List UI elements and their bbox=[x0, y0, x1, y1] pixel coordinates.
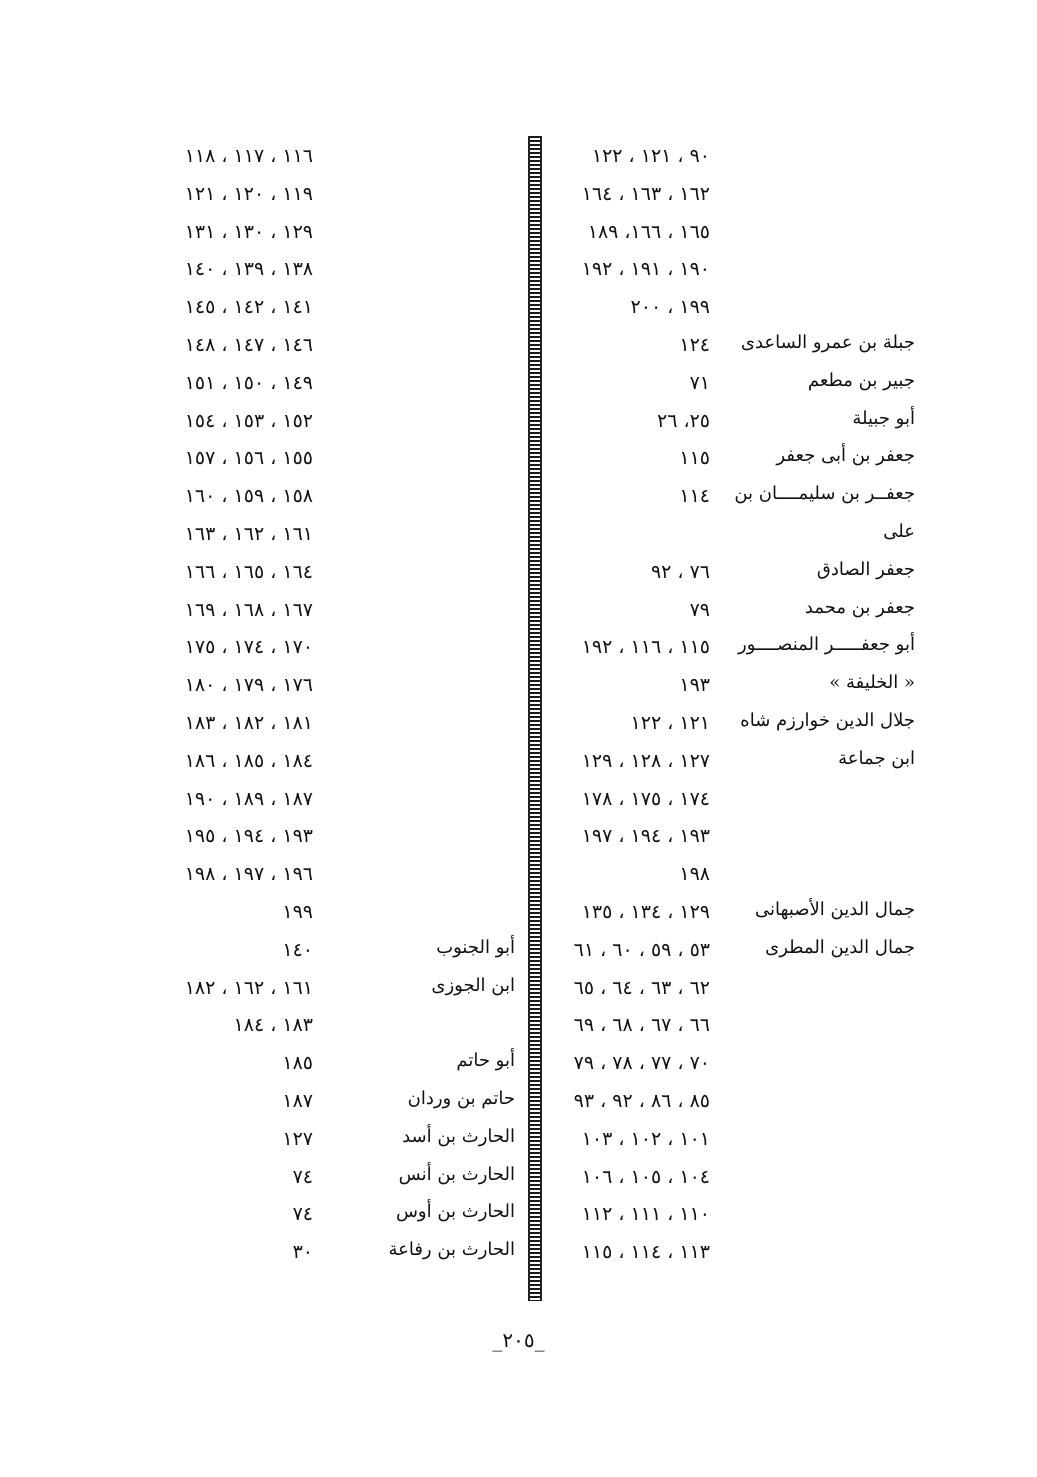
entry-pages: ٧٤ bbox=[292, 1203, 313, 1226]
entry-name: ابن الجوزى bbox=[431, 974, 515, 996]
index-entry bbox=[140, 895, 525, 933]
index-entry bbox=[545, 1046, 915, 1084]
index-entry bbox=[545, 819, 915, 857]
entry-pages: ١٢٧ bbox=[282, 1127, 313, 1150]
entry-pages: ١٢٧ ، ١٢٨ ، ١٢٩ bbox=[581, 749, 710, 772]
entry-pages: ٧١ bbox=[689, 371, 710, 394]
index-entry bbox=[545, 1084, 915, 1122]
index-entry bbox=[140, 1160, 525, 1198]
index-entry bbox=[140, 782, 525, 820]
index-entry bbox=[140, 819, 525, 857]
entry-pages: ١٨٣ ، ١٨٤ bbox=[233, 1014, 313, 1037]
index-entry bbox=[140, 1084, 525, 1122]
entry-name: جبلة بن عمرو الساعدى bbox=[740, 331, 915, 353]
index-entry bbox=[545, 857, 915, 895]
entry-name: جعفر بن أبى جعفر bbox=[776, 445, 915, 467]
index-entry bbox=[545, 479, 915, 517]
entry-pages: ١٥٢ ، ١٥٣ ، ١٥٤ bbox=[184, 409, 313, 432]
index-entry bbox=[140, 1197, 525, 1235]
index-entry bbox=[545, 366, 915, 404]
index-entry bbox=[140, 1122, 525, 1160]
entry-pages: ١١٦ ، ١١٧ ، ١١٨ bbox=[184, 145, 313, 167]
entry-pages: ١٦١ ، ١٦٢ ، ١٨٢ bbox=[184, 976, 313, 999]
entry-name: جعفر بن محمد bbox=[804, 596, 915, 618]
index-entry bbox=[545, 1197, 915, 1235]
index-entry bbox=[545, 933, 915, 971]
index-entry bbox=[140, 668, 525, 706]
entry-name: الحارث بن أوس bbox=[395, 1201, 515, 1223]
index-entry bbox=[140, 215, 525, 253]
entry-pages: ١٩٣ bbox=[679, 674, 710, 697]
index-entry bbox=[545, 215, 915, 253]
entry-pages: ١٧٤ ، ١٧٥ ، ١٧٨ bbox=[581, 787, 710, 810]
entry-name: أبو جعفـــــر المنصــــور bbox=[738, 634, 915, 656]
index-entry bbox=[545, 1122, 915, 1160]
index-entry bbox=[140, 1008, 525, 1046]
entry-name: الحارث بن أنس bbox=[398, 1163, 515, 1185]
entry-pages: ١١٠ ، ١١١ ، ١١٢ bbox=[581, 1203, 710, 1226]
entry-pages: ١٩٨ bbox=[679, 863, 710, 886]
index-entry bbox=[545, 668, 915, 706]
entry-name: حاتم بن وردان bbox=[407, 1087, 515, 1109]
entry-pages: ١٩٣ ، ١٩٤ ، ١٩٥ bbox=[184, 825, 313, 848]
entry-pages: ١٢٩ ، ١٣٤ ، ١٣٥ bbox=[581, 900, 710, 923]
entry-pages: ١٤٩ ، ١٥٠ ، ١٥١ bbox=[184, 371, 313, 394]
index-entry bbox=[140, 479, 525, 517]
index-entry bbox=[140, 441, 525, 479]
index-entry bbox=[140, 706, 525, 744]
entry-pages: ١٠٤ ، ١٠٥ ، ١٠٦ bbox=[581, 1165, 710, 1188]
entry-name: « الخليفة » bbox=[829, 672, 915, 694]
entry-pages: ١١٥ ، ١١٦ ، ١٩٢ bbox=[581, 636, 710, 659]
entry-pages: ٦٦ ، ٦٧ ، ٦٨ ، ٦٩ bbox=[573, 1014, 710, 1037]
entry-name: أبو جبيلة bbox=[852, 407, 915, 429]
entry-pages: ١٩٣ ، ١٩٤ ، ١٩٧ bbox=[581, 825, 710, 848]
index-entry bbox=[140, 1235, 525, 1273]
index-entry bbox=[140, 555, 525, 593]
index-entry bbox=[545, 177, 915, 215]
entry-pages: ١٢١ ، ١٢٢ bbox=[630, 711, 710, 734]
index-entry bbox=[545, 1160, 915, 1198]
index-entry bbox=[140, 630, 525, 668]
index-entry bbox=[545, 895, 915, 933]
entry-pages: ١١٥ bbox=[679, 447, 710, 470]
entry-pages: ٥٣ ، ٥٩ ، ٦٠ ، ٦١ bbox=[573, 938, 710, 961]
entry-name: الحارث بن أسد bbox=[402, 1125, 515, 1147]
index-column-left bbox=[140, 139, 525, 1273]
page-number: _٢٠٥_ bbox=[492, 1328, 545, 1352]
entry-pages: ١٨١ ، ١٨٢ ، ١٨٣ bbox=[184, 711, 313, 734]
index-entry bbox=[545, 1235, 915, 1273]
entry-name: جلال الدين خوارزم شاه bbox=[740, 709, 915, 731]
index-column-right bbox=[545, 139, 915, 1273]
entry-pages: ٧٦ ، ٩٢ bbox=[650, 560, 710, 583]
entry-pages: ١٩٩ ، ٢٠٠ bbox=[630, 296, 710, 319]
index-entry bbox=[140, 744, 525, 782]
entry-pages: ١٢٤ bbox=[679, 333, 710, 356]
entry-pages: ١٤٠ bbox=[282, 938, 313, 961]
index-entry bbox=[545, 782, 915, 820]
entry-name: جعفــر بن سليمــــان بن bbox=[734, 483, 915, 505]
index-entry bbox=[140, 593, 525, 631]
index-entry bbox=[140, 971, 525, 1009]
entry-pages: ١٦٥ ، ١٦٦، ١٨٩ bbox=[587, 220, 710, 243]
index-entry bbox=[140, 933, 525, 971]
entry-pages: ١٥٨ ، ١٥٩ ، ١٦٠ bbox=[184, 485, 313, 508]
index-entry bbox=[545, 328, 915, 366]
index-entry bbox=[545, 593, 915, 631]
index-entry bbox=[140, 366, 525, 404]
index-entry bbox=[545, 555, 915, 593]
entry-name: جعفر الصادق bbox=[816, 558, 915, 580]
index-entry bbox=[140, 328, 525, 366]
entry-pages: ١٠١ ، ١٠٢ ، ١٠٣ bbox=[581, 1127, 710, 1150]
index-entry bbox=[545, 441, 915, 479]
entry-pages: ٧٤ bbox=[292, 1165, 313, 1188]
entry-pages: ١٣٨ ، ١٣٩ ، ١٤٠ bbox=[184, 258, 313, 281]
index-entry bbox=[545, 706, 915, 744]
entry-pages: ١٢٩ ، ١٣٠ ، ١٣١ bbox=[184, 220, 313, 243]
index-entry bbox=[140, 290, 525, 328]
index-entry bbox=[545, 252, 915, 290]
entry-name: جمال الدين المطرى bbox=[765, 936, 915, 958]
entry-pages: ٣٠ bbox=[292, 1241, 313, 1264]
index-entry bbox=[140, 252, 525, 290]
index-entry bbox=[140, 857, 525, 895]
entry-pages: ١٦١ ، ١٦٢ ، ١٦٣ bbox=[184, 522, 313, 545]
entry-pages: ١٦٤ ، ١٦٥ ، ١٦٦ bbox=[184, 560, 313, 583]
entry-name: أبو الجنوب bbox=[436, 936, 515, 958]
entry-pages: ١٥٥ ، ١٥٦ ، ١٥٧ bbox=[184, 447, 313, 470]
entry-pages: ١١٣ ، ١١٤ ، ١١٥ bbox=[581, 1241, 710, 1264]
entry-pages: ١٨٧ bbox=[282, 1089, 313, 1112]
entry-pages: ٨٥ ، ٨٦ ، ٩٢ ، ٩٣ bbox=[573, 1089, 710, 1112]
index-entry bbox=[545, 517, 915, 555]
index-entry bbox=[140, 517, 525, 555]
index-entry bbox=[545, 290, 915, 328]
entry-name: جبير بن مطعم bbox=[807, 369, 915, 391]
index-entry bbox=[545, 630, 915, 668]
entry-name: الحارث بن رفاعة bbox=[388, 1239, 515, 1261]
entry-pages: ١٨٤ ، ١٨٥ ، ١٨٦ bbox=[184, 749, 313, 772]
entry-pages: ٩٠ ، ١٢١ ، ١٢٢ bbox=[591, 145, 710, 167]
entry-pages: ١٦٧ ، ١٦٨ ، ١٦٩ bbox=[184, 598, 313, 621]
entry-pages: ١٩٩ bbox=[282, 900, 313, 923]
entry-pages: ٢٥، ٢٦ bbox=[656, 409, 710, 432]
entry-pages: ١١٩ ، ١٢٠ ، ١٢١ bbox=[184, 182, 313, 205]
index-entry bbox=[140, 177, 525, 215]
entry-pages: ١٨٥ bbox=[282, 1052, 313, 1075]
entry-pages: ١١٤ bbox=[679, 485, 710, 508]
entry-pages: ٧٩ bbox=[689, 598, 710, 621]
index-entry bbox=[545, 971, 915, 1009]
index-entry bbox=[545, 404, 915, 442]
index-entry bbox=[545, 744, 915, 782]
entry-pages: ١٨٧ ، ١٨٩ ، ١٩٠ bbox=[184, 787, 313, 810]
column-divider bbox=[528, 136, 542, 1301]
entry-pages: ٦٢ ، ٦٣ ، ٦٤ ، ٦٥ bbox=[573, 976, 710, 999]
entry-name: أبو حاتم bbox=[456, 1050, 515, 1072]
entry-pages: ١٩٦ ، ١٩٧ ، ١٩٨ bbox=[184, 863, 313, 886]
index-entry bbox=[545, 139, 915, 177]
index-entry bbox=[140, 139, 525, 177]
entry-pages: ١٦٢ ، ١٦٣ ، ١٦٤ bbox=[581, 182, 710, 205]
entry-pages: ١٩٠ ، ١٩١ ، ١٩٢ bbox=[581, 258, 710, 281]
entry-pages: ١٤١ ، ١٤٢ ، ١٤٥ bbox=[184, 296, 313, 319]
entry-pages: ١٤٦ ، ١٤٧ ، ١٤٨ bbox=[184, 333, 313, 356]
entry-pages: ٧٠ ، ٧٧ ، ٧٨ ، ٧٩ bbox=[573, 1052, 710, 1075]
index-entry bbox=[140, 1046, 525, 1084]
entry-pages: ١٧٠ ، ١٧٤ ، ١٧٥ bbox=[184, 636, 313, 659]
entry-name: ابن جماعة bbox=[838, 747, 915, 769]
entry-name: على bbox=[883, 520, 915, 542]
index-entry bbox=[545, 1008, 915, 1046]
entry-name: جمال الدين الأصبهانى bbox=[755, 898, 915, 920]
index-entry bbox=[140, 404, 525, 442]
entry-pages: ١٧٦ ، ١٧٩ ، ١٨٠ bbox=[184, 674, 313, 697]
